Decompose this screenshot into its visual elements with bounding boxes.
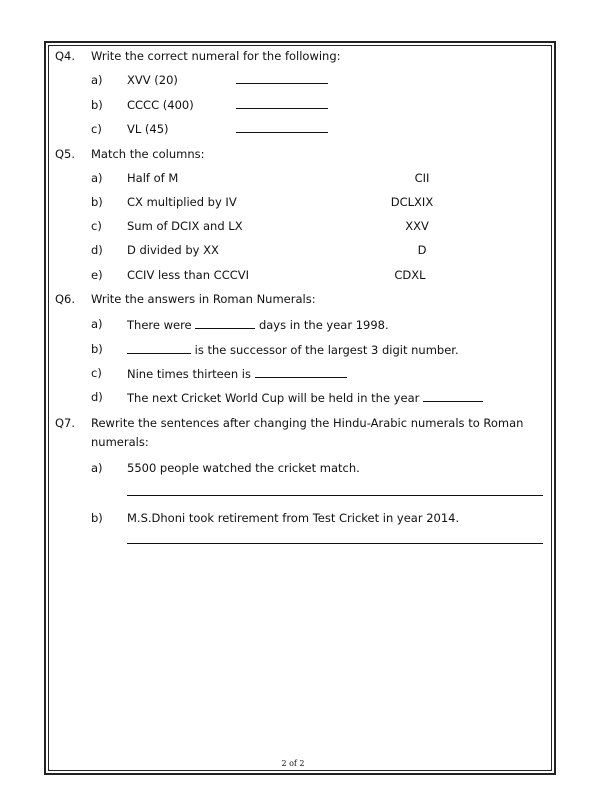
answer-blank[interactable]: [423, 390, 483, 402]
match-option: CDXL: [394, 268, 426, 282]
item-text: M.S.Dhoni took retirement from Test Cricket in year 2014.: [127, 511, 460, 525]
item-text: D divided by XX: [127, 243, 219, 257]
question-number: Q5.: [55, 147, 76, 161]
match-option: D: [417, 243, 427, 257]
item-text: CX multiplied by IV: [127, 195, 237, 209]
answer-line[interactable]: [127, 495, 543, 496]
question-number: Q6.: [55, 292, 76, 306]
fill-in-sentence: [127, 366, 347, 381]
item-label: a): [91, 73, 103, 87]
answer-blank[interactable]: [236, 132, 328, 133]
question-number: Q7.: [55, 416, 76, 430]
item-label: a): [91, 461, 103, 475]
item-label: c): [91, 366, 102, 380]
item-label: d): [91, 243, 103, 257]
answer-blank[interactable]: [236, 108, 328, 109]
item-text: VL (45): [127, 122, 169, 136]
question-number: Q4.: [55, 49, 76, 63]
answer-blank[interactable]: [255, 366, 347, 378]
question-prompt: Write the correct numeral for the following:: [91, 49, 341, 63]
match-option: XXV: [405, 219, 429, 233]
question-prompt: Write the answers in Roman Numerals:: [91, 292, 316, 306]
item-text: CCCC (400): [127, 98, 194, 112]
fill-in-sentence: [127, 317, 389, 332]
answer-blank[interactable]: [195, 317, 255, 329]
item-text: 5500 people watched the cricket match.: [127, 461, 360, 475]
item-label: a): [91, 171, 103, 185]
match-option: CII: [414, 171, 430, 185]
sentence-before: There were: [127, 318, 192, 332]
item-label: a): [91, 317, 103, 331]
item-label: d): [91, 390, 103, 404]
question-prompt: Match the columns:: [91, 147, 205, 161]
sentence-after: is the successor of the largest 3 digit number.: [194, 343, 459, 357]
item-text: Sum of DCIX and LX: [127, 219, 243, 233]
item-text: Half of M: [127, 171, 179, 185]
page-number: 2 of 2: [281, 759, 305, 768]
sentence-before: Nine times thirteen is: [127, 367, 251, 381]
fill-in-sentence: [127, 390, 483, 405]
item-label: b): [91, 511, 103, 525]
item-text: CCIV less than CCCVI: [127, 268, 250, 282]
item-label: b): [91, 195, 103, 209]
item-text: XVV (20): [127, 73, 178, 87]
sentence-after: days in the year 1998.: [258, 318, 389, 332]
sentence-before: The next Cricket World Cup will be held in the year: [127, 391, 420, 405]
answer-line[interactable]: [127, 543, 543, 544]
match-option: DCLXIX: [390, 195, 434, 209]
question-prompt: Rewrite the sentences after changing the Hindu-Arabic numerals to Roman: [91, 416, 524, 430]
item-label: e): [91, 268, 103, 282]
item-label: b): [91, 342, 103, 356]
answer-blank[interactable]: [236, 83, 328, 84]
item-label: b): [91, 98, 103, 112]
question-prompt-continued: numerals:: [91, 435, 149, 449]
item-label: c): [91, 219, 102, 233]
answer-blank[interactable]: [127, 342, 191, 354]
item-label: c): [91, 122, 102, 136]
fill-in-sentence: [127, 342, 459, 357]
